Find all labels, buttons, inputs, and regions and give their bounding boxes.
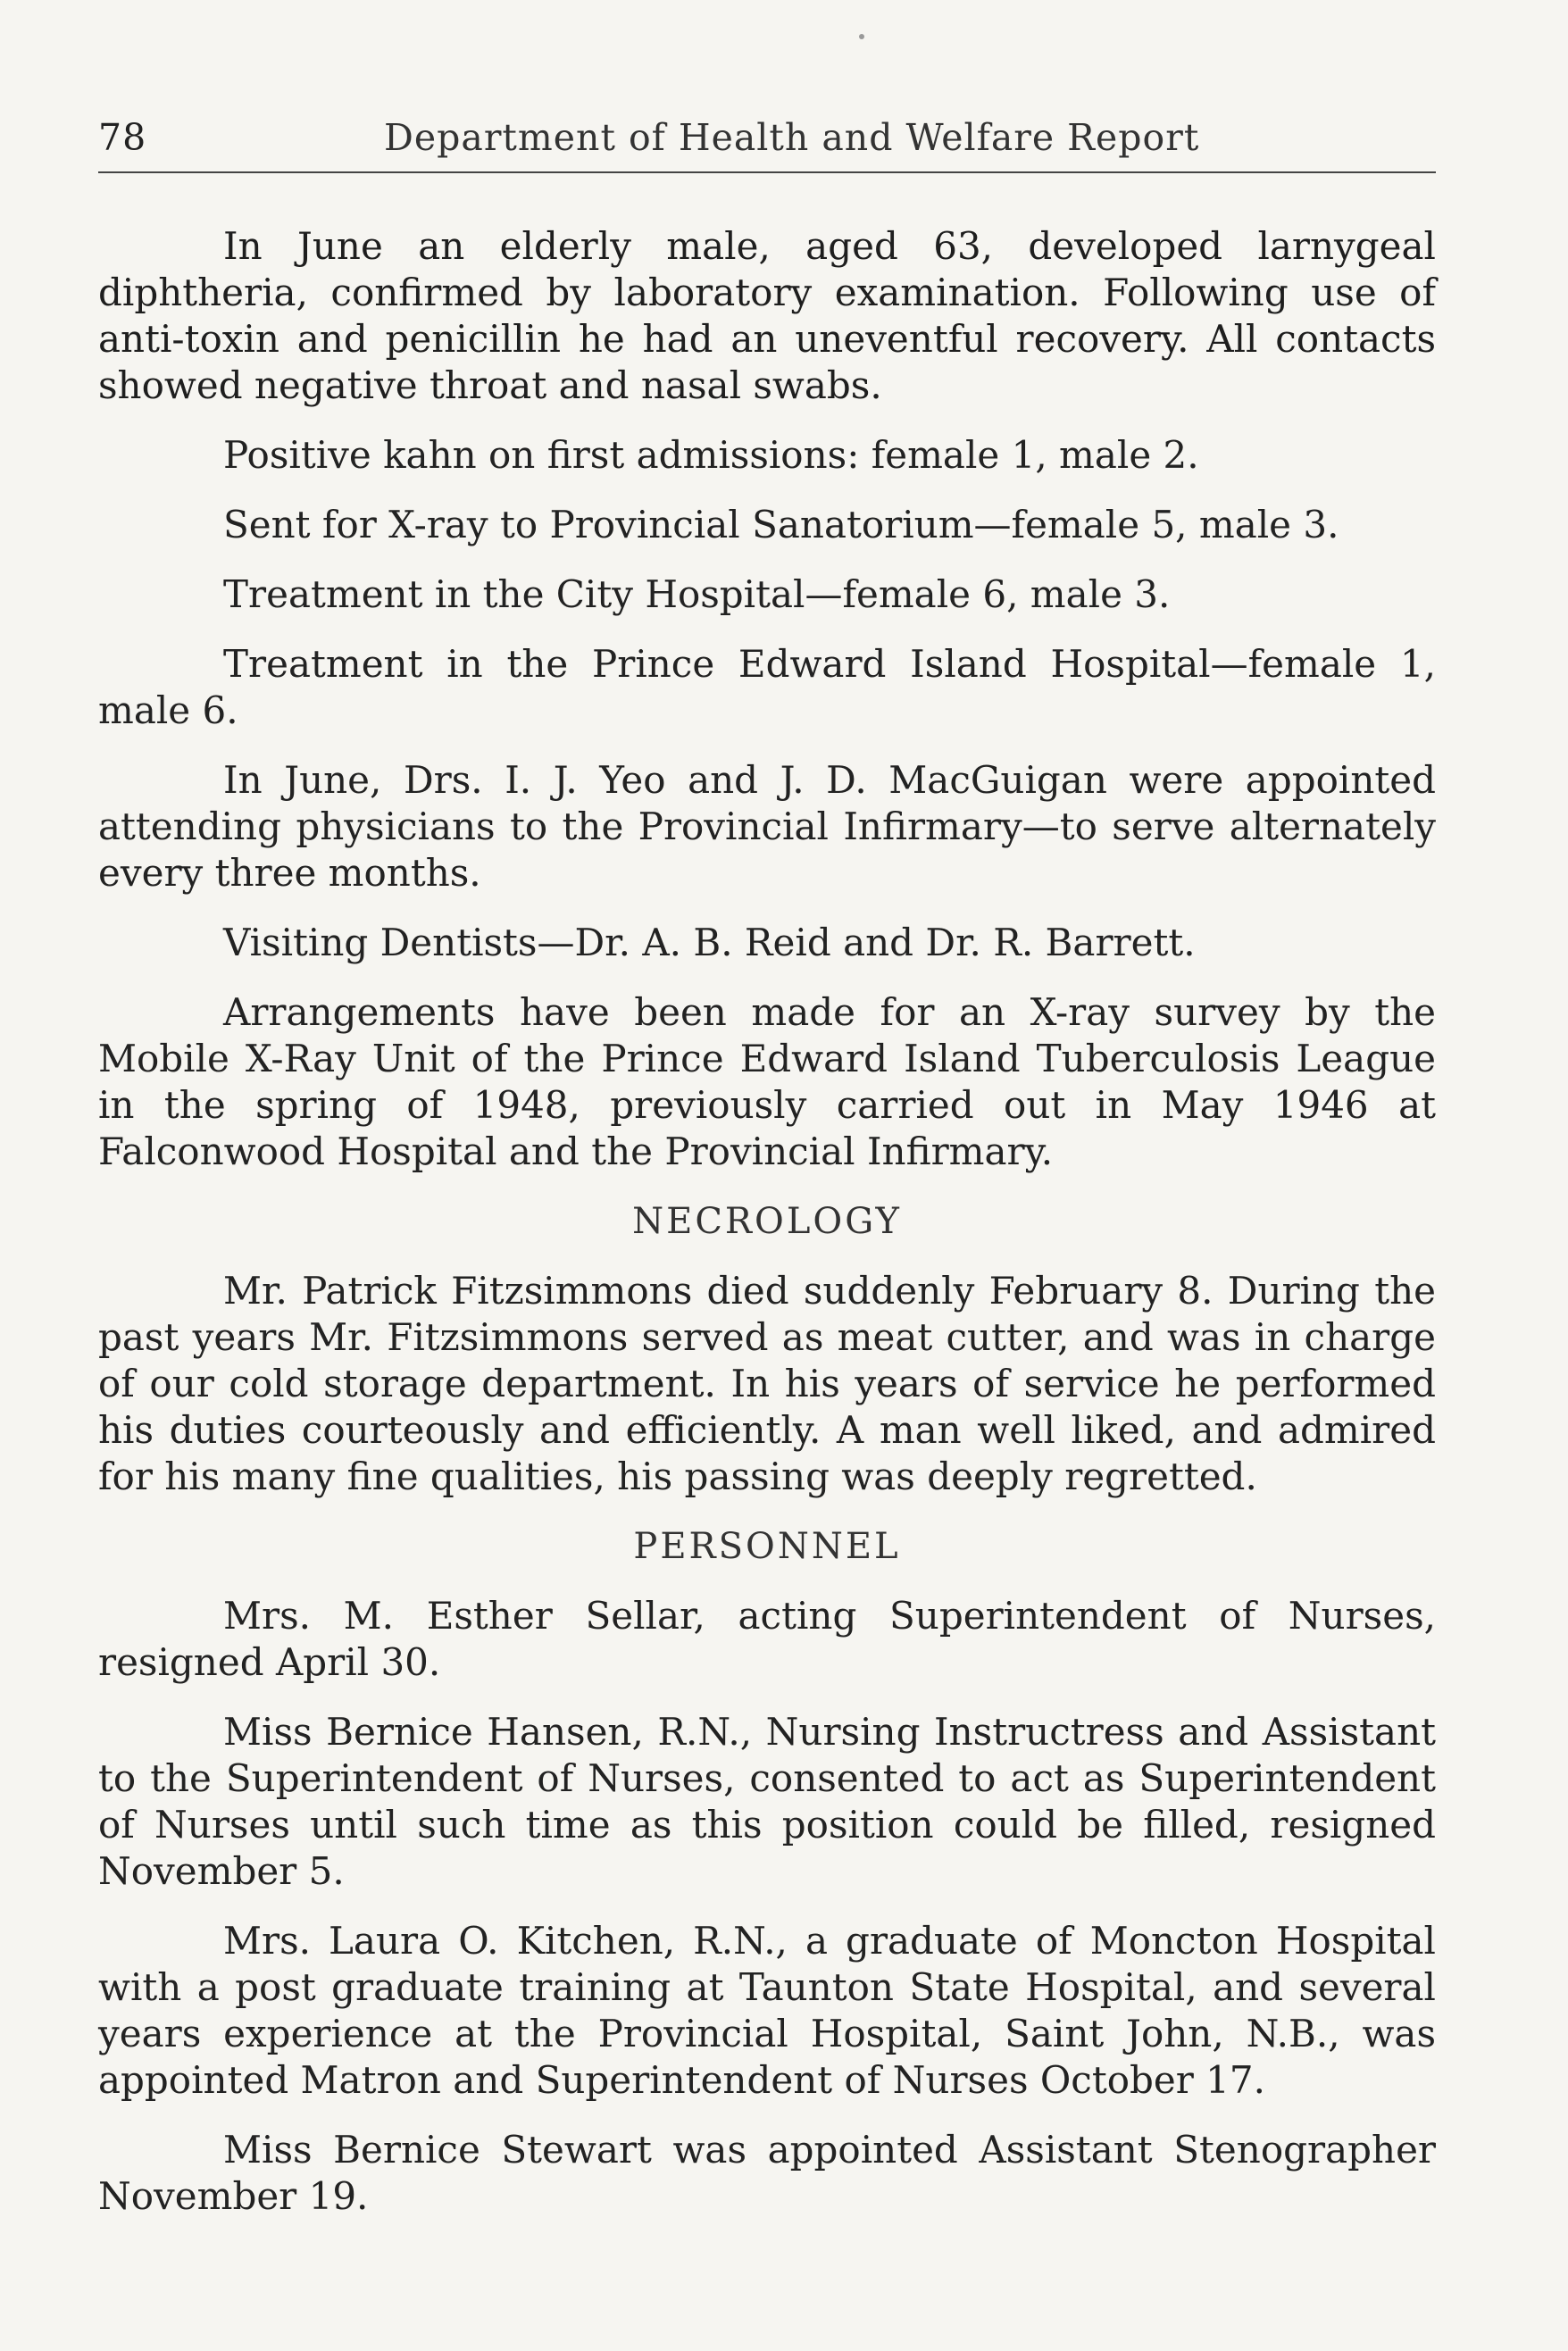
- paragraph-pei-hospital: Treatment in the Prince Edward Island Hospital—female 1, male 6.: [98, 642, 1436, 732]
- paragraph-xray-sanatorium: Sent for X-ray to Provincial Sanatorium—female 5, male 3.: [223, 503, 1339, 546]
- paragraph-kitchen: Mrs. Laura O. Kitchen, R.N., a graduate of Moncton Hospital with a post graduate training at Taunton State Hospital, and several years experience at the Provincial Hospital, Saint John, N.B., was appointed Matron and Superintendent of Nurses October 17.: [98, 1919, 1436, 2102]
- header-rule: [98, 171, 1436, 173]
- scan-speck: [859, 34, 864, 39]
- paragraph-physicians: In June, Drs. I. J. Yeo and J. D. MacGuigan were appointed attending physicians to the Provincial Infirmary—to serve alternately every three months.: [98, 758, 1436, 895]
- page-number: 78: [98, 116, 147, 159]
- paragraph-diphtheria: In June an elderly male, aged 63, developed larnygeal diphtheria, confirmed by laboratory examination. Following use of anti-toxin and penicillin he had an uneventful recovery. All contacts showed negative throat and nasal swabs.: [98, 224, 1436, 407]
- paragraph-xray-survey: Arrangements have been made for an X-ray survey by the Mobile X-Ray Unit of the Prince Edward Island Tuberculosis League in the spring of 1948, previously carried out in May 1946 at Falconwood Hospital and the Provincial Infirmary.: [98, 990, 1436, 1173]
- paragraph-hansen: Miss Bernice Hansen, R.N., Nursing Instructress and Assistant to the Superintendent of Nurses, consented to act as Superintendent of Nurses until such time as this position could be filled, resigned November 5.: [98, 1710, 1436, 1893]
- page-header: [98, 116, 1436, 170]
- paragraph-stewart: Miss Bernice Stewart was appointed Assistant Stenographer November 19.: [98, 2128, 1436, 2218]
- personnel-heading: PERSONNEL: [633, 1526, 901, 1567]
- paragraph-necrology: Mr. Patrick Fitzsimmons died suddenly February 8. During the past years Mr. Fitzsimmons served as meat cutter, and was in charge of our cold storage department. In his years of service he performed his duties courteously and efficiently. A man well liked, and admired for his many fine qualities, his passing was deeply regretted.: [98, 1269, 1436, 1498]
- paragraph-city-hospital: Treatment in the City Hospital—female 6, male 3.: [223, 572, 1171, 616]
- running-title: Department of Health and Welfare Report: [384, 116, 1200, 159]
- body-text: [98, 223, 1436, 2243]
- paragraph-sellar: Mrs. M. Esther Sellar, acting Superintendent of Nurses, resigned April 30.: [98, 1594, 1436, 1684]
- paragraph-dentists: Visiting Dentists—Dr. A. B. Reid and Dr. R. Barrett.: [223, 921, 1196, 964]
- necrology-heading: NECROLOGY: [632, 1201, 902, 1242]
- paragraph-kahn: Positive kahn on first admissions: female 1, male 2.: [223, 433, 1199, 477]
